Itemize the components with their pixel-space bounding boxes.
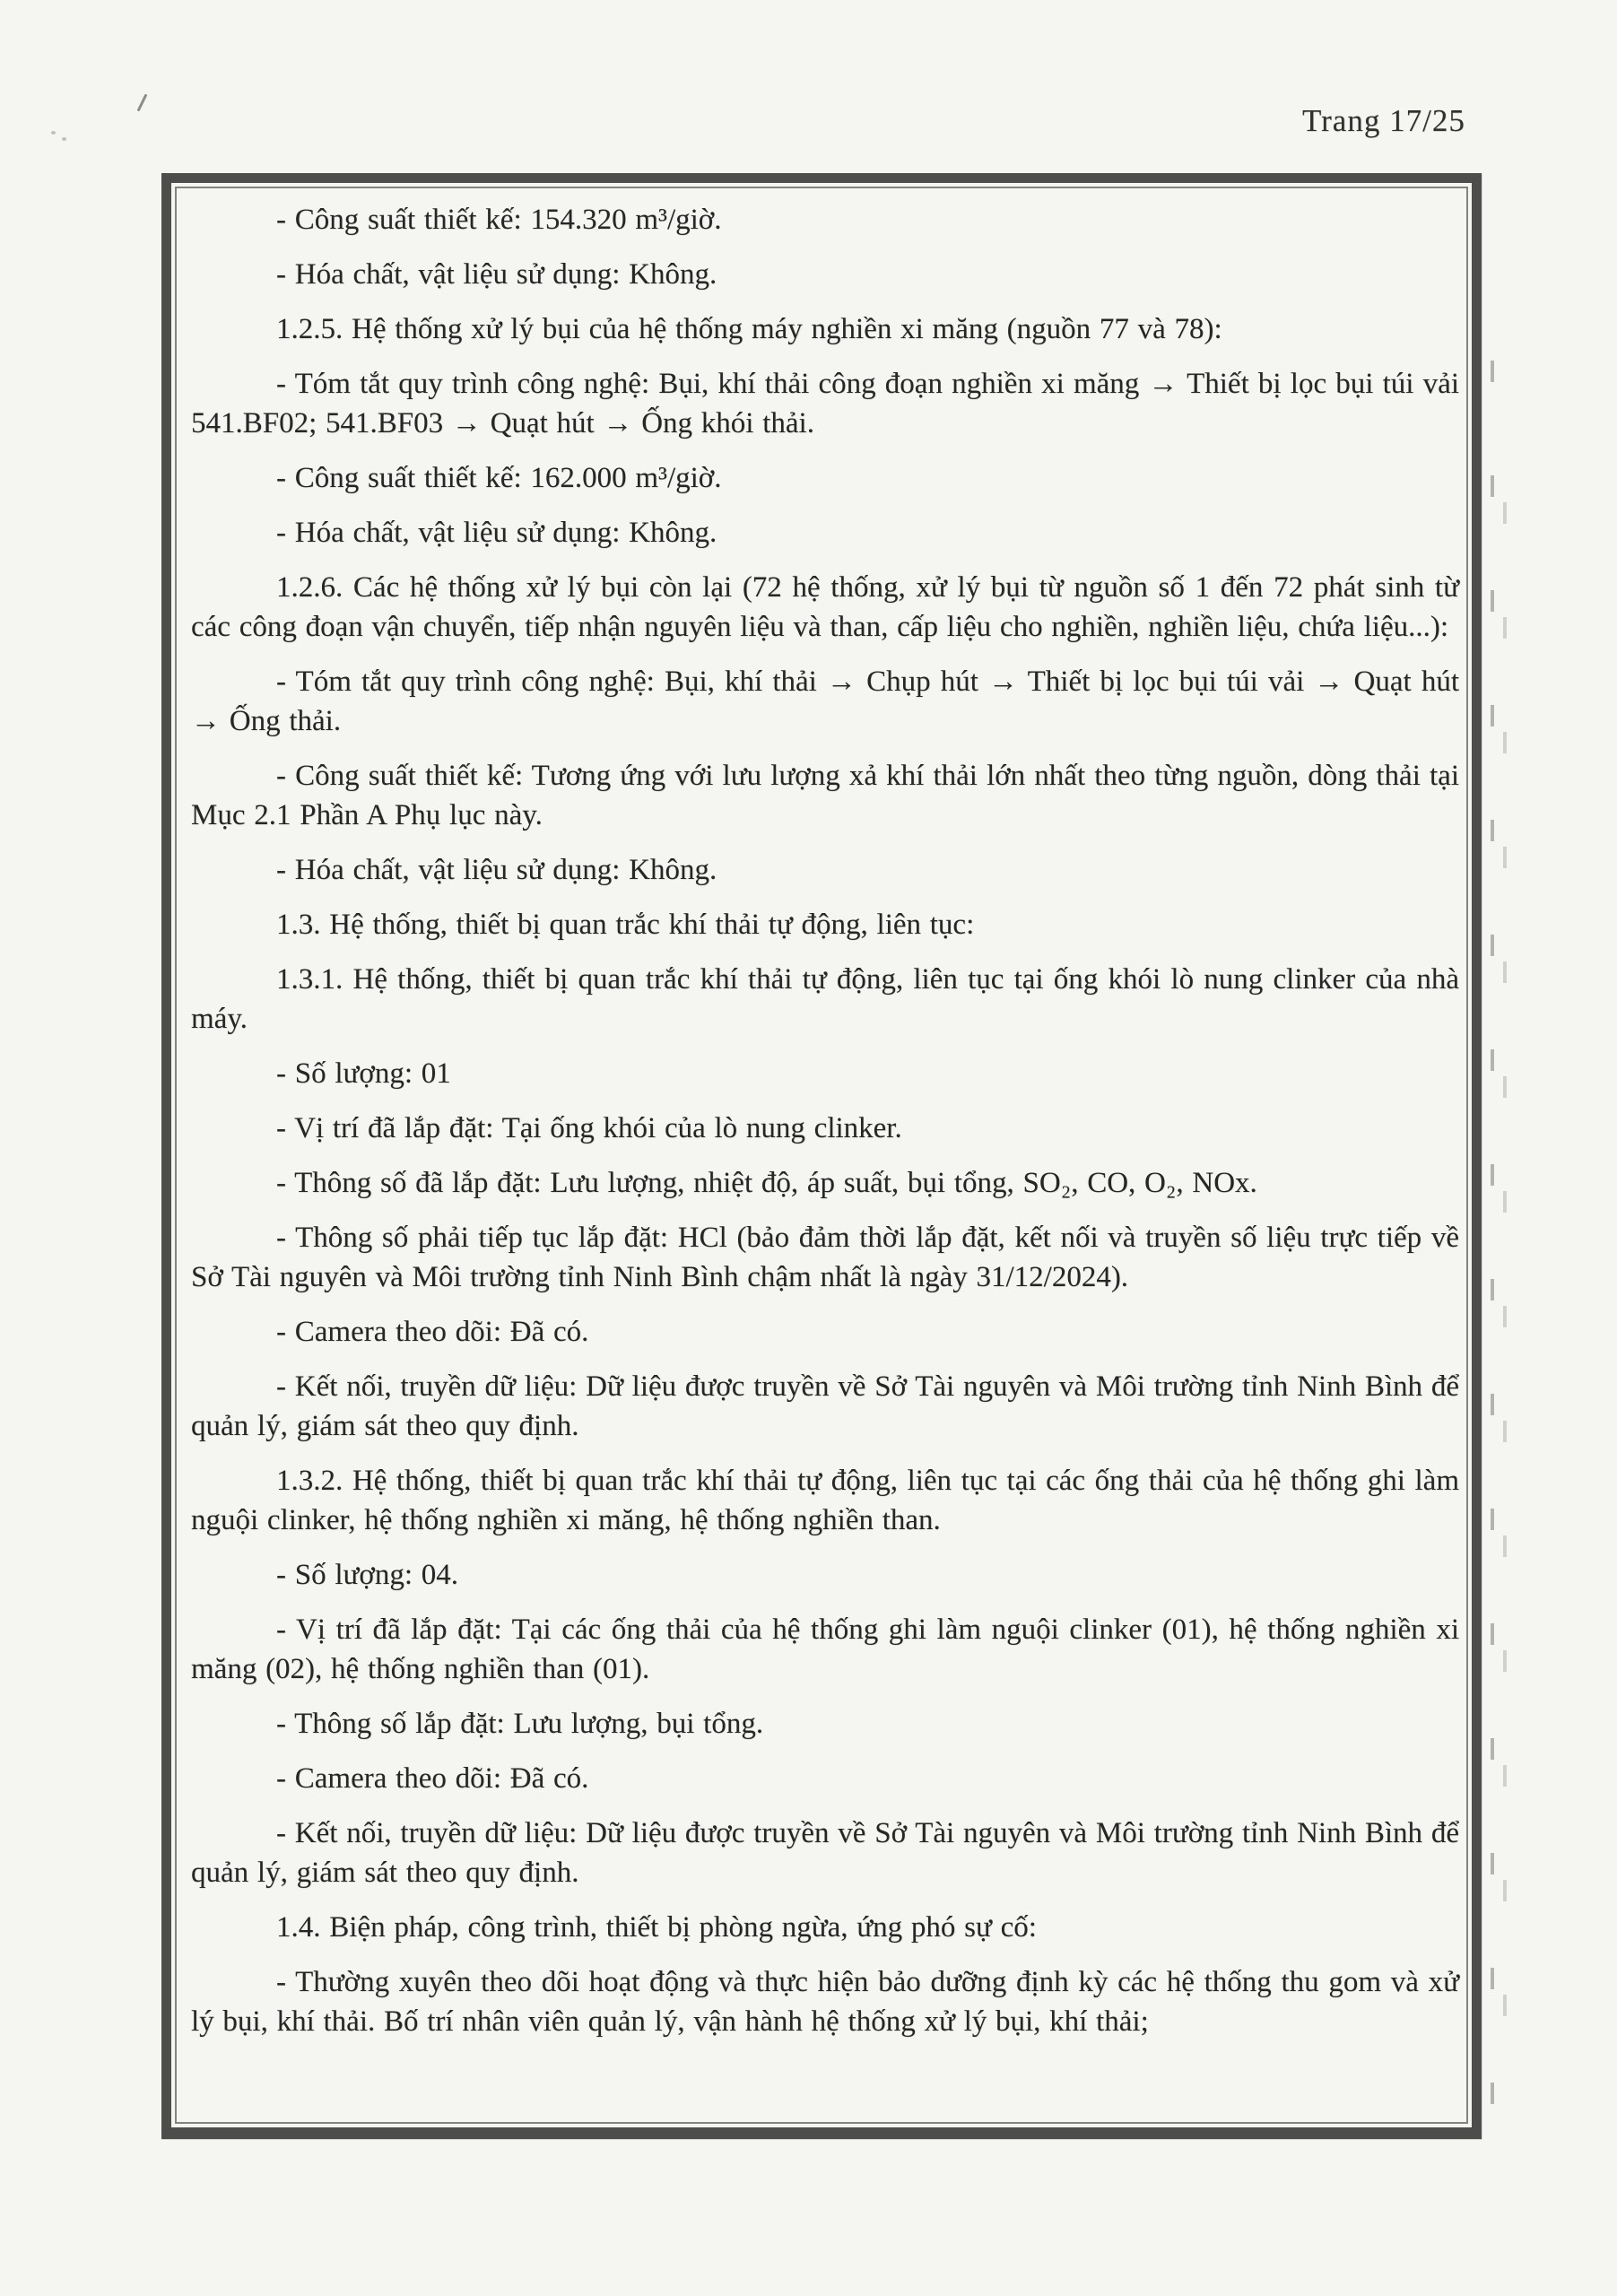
paragraph-26: - Thường xuyên theo dõi hoạt động và thực hiện bảo dưỡng định kỳ các hệ thống thu gom và xử lý bụi, khí thải. Bố trí nhân viên quản lý, vận hành hệ thống xử lý bụi, khí thải; [191, 1966, 1459, 2038]
paragraph-13: - Số lượng: 01 [276, 1057, 451, 1090]
paragraph-9: - Công suất thiết kế: Tương ứng với lưu lượng xả khí thải lớn nhất theo từng nguồn, dòng thải tại Mục 2.1 Phần A Phụ lục này. [191, 760, 1459, 831]
paragraph-14: - Vị trí đã lắp đặt: Tại ống khói của lò nung clinker. [276, 1112, 902, 1144]
scan-artifact-dot-icon [51, 131, 56, 135]
page-number: Trang 17/25 [1302, 103, 1465, 138]
scan-artifact-tick-icon [137, 93, 148, 111]
paragraph-18: - Kết nối, truyền dữ liệu: Dữ liệu được truyền về Sở Tài nguyên và Môi trường tỉnh Ninh Bình để quản lý, giám sát theo quy định. [191, 1370, 1459, 1442]
scan-artifact-streak [1503, 502, 1507, 2027]
paragraph-24: - Kết nối, truyền dữ liệu: Dữ liệu được truyền về Sở Tài nguyên và Môi trường tỉnh Ninh Bình để quản lý, giám sát theo quy định. [191, 1817, 1459, 1889]
frame-inner-border [175, 187, 1468, 2124]
scan-artifact-streak [1491, 361, 1494, 2109]
paragraph-10: - Hóa chất, vật liệu sử dụng: Không. [276, 854, 717, 886]
paragraph-20: - Số lượng: 04. [276, 1559, 459, 1591]
document-body [191, 200, 1459, 2041]
paragraph-4: - Tóm tắt quy trình công nghệ: Bụi, khí thải công đoạn nghiền xi măng → Thiết bị lọc bụi túi vải 541.BF02; 541.BF03 → Quạt hút → Ống khói thải. [191, 368, 1459, 439]
paragraph-22: - Thông số lắp đặt: Lưu lượng, bụi tổng. [276, 1708, 764, 1740]
scan-artifact-dot-icon [62, 137, 66, 141]
paragraph-11: 1.3. Hệ thống, thiết bị quan trắc khí thải tự động, liên tục: [276, 909, 975, 941]
paragraph-15: - Thông số đã lắp đặt: Lưu lượng, nhiệt độ, áp suất, bụi tổng, SO₂, CO, O₂, NOx. [276, 1167, 1257, 1199]
paragraph-7: 1.2.6. Các hệ thống xử lý bụi còn lại (72 hệ thống, xử lý bụi từ nguồn số 1 đến 72 phát sinh từ các công đoạn vận chuyển, tiếp nhận nguyên liệu và than, cấp liệu cho nghiền, nghiền liệu, chứa liệu...): [191, 571, 1459, 643]
paragraph-2: - Hóa chất, vật liệu sử dụng: Không. [276, 258, 717, 291]
paragraph-19: 1.3.2. Hệ thống, thiết bị quan trắc khí thải tự động, liên tục tại các ống thải của hệ thống ghi làm nguội clinker, hệ thống nghiền xi măng, hệ thống nghiền than. [191, 1465, 1459, 1536]
paragraph-21: - Vị trí đã lắp đặt: Tại các ống thải của hệ thống ghi làm nguội clinker (01), hệ thống nghiền xi măng (02), hệ thống nghiền than (01). [191, 1613, 1459, 1685]
paragraph-3: 1.2.5. Hệ thống xử lý bụi của hệ thống máy nghiền xi măng (nguồn 77 và 78): [276, 313, 1222, 345]
content-frame [161, 173, 1482, 2139]
paragraph-12: 1.3.1. Hệ thống, thiết bị quan trắc khí thải tự động, liên tục tại ống khói lò nung clinker của nhà máy. [191, 963, 1459, 1035]
paragraph-25: 1.4. Biện pháp, công trình, thiết bị phòng ngừa, ứng phó sự cố: [276, 1911, 1037, 1944]
paragraph-8: - Tóm tắt quy trình công nghệ: Bụi, khí thải → Chụp hút → Thiết bị lọc bụi túi vải → Quạt hút → Ống thải. [191, 665, 1459, 737]
paragraph-17: - Camera theo dõi: Đã có. [276, 1316, 589, 1348]
paragraph-6: - Hóa chất, vật liệu sử dụng: Không. [276, 517, 717, 549]
paragraph-16: - Thông số phải tiếp tục lắp đặt: HCl (bảo đảm thời lắp đặt, kết nối và truyền số liệu trực tiếp về Sở Tài nguyên và Môi trường tỉnh Ninh Bình chậm nhất là ngày 31/12/2024). [191, 1222, 1459, 1293]
paragraph-1: - Công suất thiết kế: 154.320 m³/giờ. [276, 204, 722, 236]
paragraph-5: - Công suất thiết kế: 162.000 m³/giờ. [276, 462, 722, 494]
paragraph-23: - Camera theo dõi: Đã có. [276, 1762, 589, 1795]
